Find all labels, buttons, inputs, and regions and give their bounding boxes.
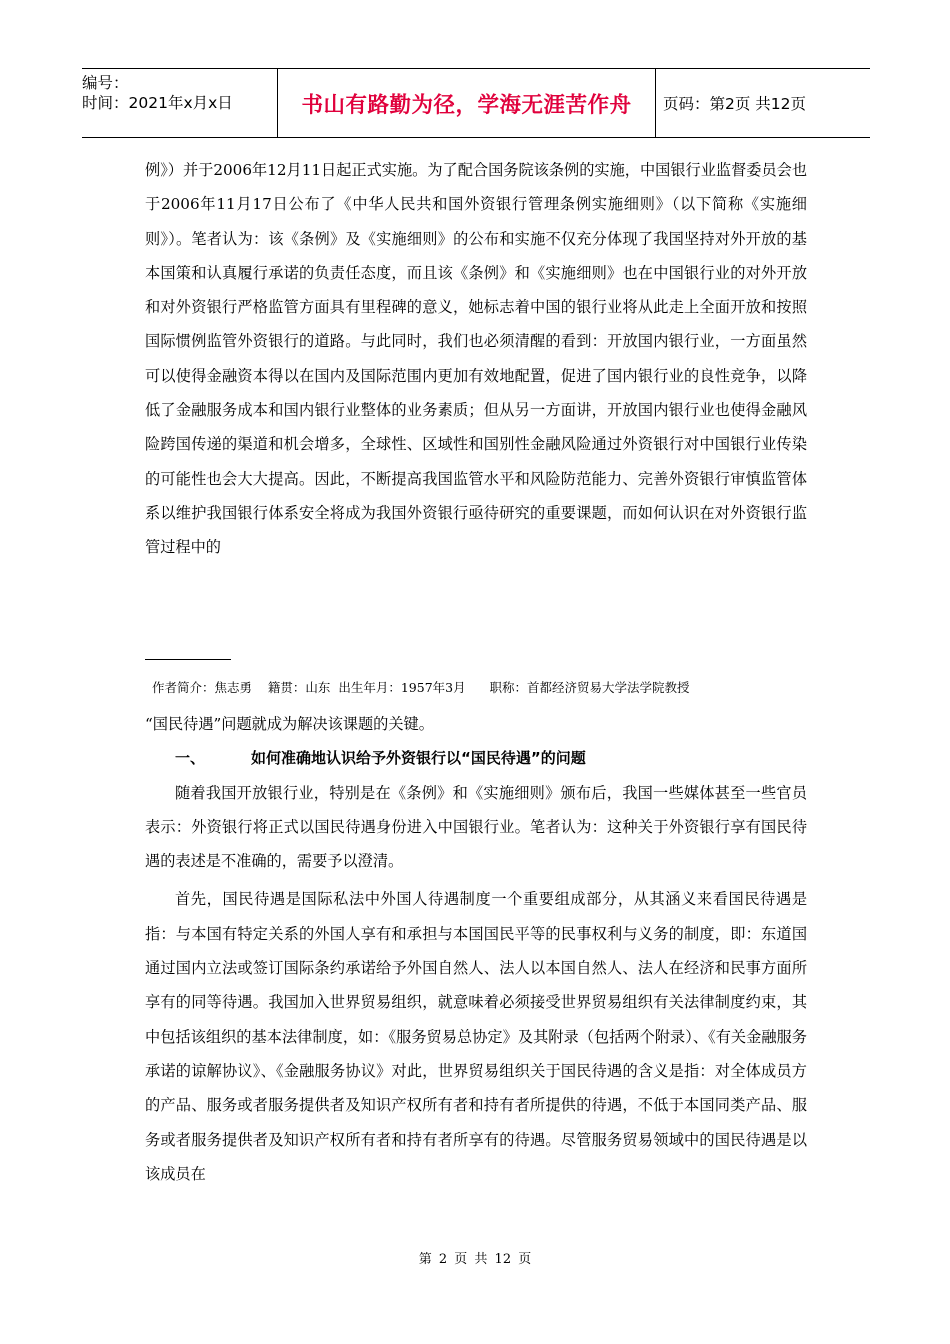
paragraph-text: 首先，国民待遇是国际私法中外国人待遇制度一个重要组成部分，从其涵义来看国民待遇是指：与本国有特定关系的外国人享有和承担与本国国民平等的民事权利与义务的制度，即：东道国通过国内立法或签订国际条约承诺给予外国自然人、法人以本国自然人、法人在经济和民事方面所享有的同等待遇。我国加入世界贸易组织，就意味着必须接受世界贸易组织有关法律制度约束，其中包括该组织的基本法律制度，如：《服务贸易总协定》及其附录（包括两个附录）、《有关金融服务承诺的谅解协议》、《金融服务协议》对此，世界贸易组织关于国民待遇的含义是指：对全体成员方的产品、服务或者服务提供者及知识产权所有者和持有者所提供的待遇，不低于本国同类产品、服务或者服务提供者及知识产权所有者和持有者所享有的待遇。尽管服务贸易领域中的国民待遇是以该成员在: [145, 890, 807, 1183]
body-section: [145, 707, 807, 1191]
body-paragraph-continued: [145, 153, 807, 565]
section-heading: [145, 741, 807, 775]
paragraph-text: 随着我国开放银行业，特别是在《条例》和《实施细则》颁布后，我国一些媒体甚至一些官员表示：外资银行将正式以国民待遇身份进入中国银行业。笔者认为：这种关于外资银行享有国民待遇的表述是不准确的，需要予以澄清。: [145, 783, 807, 871]
page-footer: 第 2 页 共 12 页: [418, 1252, 532, 1267]
header-meta: [82, 69, 278, 137]
author-footnote: 作者简介：焦志勇 籍贯：山东 出生年月：1957年3月 职称：首都经济贸易大学法学院教授: [152, 680, 690, 695]
doc-number-label: 编号：: [82, 74, 129, 92]
header-motto: 书山有路勤为径，学海无涯苦作舟: [301, 92, 632, 118]
header-page-label: 页码：第2页 共12页: [663, 95, 807, 113]
section-title: 如何准确地认识给予外资银行以“国民待遇”的问题: [251, 749, 586, 768]
footnote-separator: [145, 659, 231, 660]
paragraph-text: 例》）并于2006年12月11日起正式实施。为了配合国务院该条例的实施，中国银行业监督委员会也于2006年11月17日公布了《中华人民共和国外资银行管理条例实施细则》（以下简称《实施细则》）。笔者认为：该《条例》及《实施细则》的公布和实施不仅充分体现了我国坚持对外开放的基本国策和认真履行承诺的负责任态度，而且该《条例》和《实施细则》也在中国银行业的对外开放和对外资银行严格监管方面具有里程碑的意义，她标志着中国的银行业将从此走上全面开放和按照国际惯例监管外资银行的道路。与此同时，我们也必须清醒的看到：开放国内银行业，一方面虽然可以使得金融资本得以在国内及国际范围内更加有效地配置，促进了国内银行业的良性竞争，以降低了金融服务成本和国内银行业整体的业务素质；但从另一方面讲，开放国内银行业也使得金融风险跨国传递的渠道和机会增多，全球性、区域性和国别性金融风险通过外资银行对中国银行业传染的可能性也会大大提高。因此，不断提高我国监管水平和风险防范能力、完善外资银行审慎监管体系以维护我国银行体系安全将成为我国外资银行亟待研究的重要课题，而如何认识在对外资银行监管过程中的: [145, 161, 808, 557]
header-page-cell: [656, 69, 870, 137]
document-header: [82, 68, 870, 138]
header-motto-cell: [278, 69, 656, 137]
section-number: 一、: [175, 749, 206, 768]
doc-time-label: 时间：2021年x月x日: [82, 94, 233, 112]
continuation-line: “国民待遇”问题就成为解决该课题的关键。: [145, 715, 434, 733]
